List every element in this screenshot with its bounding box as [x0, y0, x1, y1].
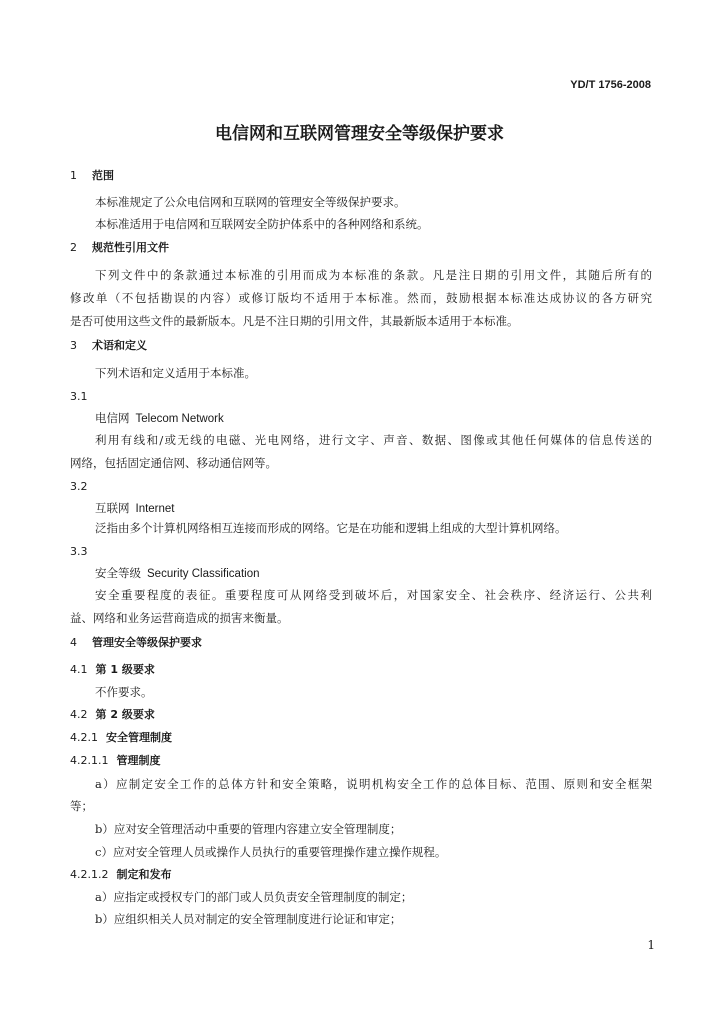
subsection-4-2 [70, 708, 155, 722]
term-name [95, 566, 259, 581]
subsection-title: 制定和发布 [116, 868, 172, 881]
subsection-title: 管理制度 [116, 754, 161, 767]
list-item: a）应制定安全工作的总体方针和安全策略，说明机构安全工作的总体目标、范围、原则和安全框架 [95, 777, 652, 791]
paragraph: 下列术语和定义适用于本标准。 [95, 366, 256, 380]
paragraph: 本标准适用于电信网和互联网安全防护体系中的各种网络和系统。 [95, 217, 429, 231]
definition-line: 泛指由多个计算机网络相互连接而形成的网络。它是在功能和逻辑上组成的大型计算机网络。 [95, 521, 567, 535]
paragraph-line: 修改单（不包括勘误的内容）或修订版均不适用于本标准。然而，鼓励根据本标准达成协议的各方研究 [70, 291, 652, 305]
section-4-heading [70, 636, 202, 650]
page-number: 1 [647, 938, 655, 952]
section-title: 规范性引用文件 [92, 241, 169, 254]
paragraph: 不作要求。 [95, 685, 153, 699]
list-item: b）应对安全管理活动中重要的管理内容建立安全管理制度； [95, 822, 402, 836]
definition-line: 益、网络和业务运营商造成的损害来衡量。 [70, 611, 289, 625]
subsection-4-2-1-2 [70, 868, 171, 882]
section-number: 1 [70, 169, 77, 182]
term-cn: 电信网 [95, 411, 130, 425]
term-number: 3.1 [70, 390, 88, 403]
list-item: c）应对安全管理人员或操作人员执行的重要管理操作建立操作规程。 [95, 845, 447, 859]
section-title: 管理安全等级保护要求 [92, 636, 202, 649]
section-2-heading [70, 241, 169, 255]
term-cn: 互联网 [95, 501, 130, 515]
term-name [95, 501, 175, 516]
section-3-heading [70, 339, 147, 353]
subsection-4-2-1 [70, 731, 172, 745]
paragraph-line: 下列文件中的条款通过本标准的引用而成为本标准的条款。凡是注日期的引用文件，其随后所有的 [95, 268, 652, 282]
section-1-heading [70, 169, 114, 183]
section-title: 范围 [92, 169, 114, 182]
list-item-continuation: 等； [70, 799, 93, 813]
document-title: 电信网和互联网管理安全等级保护要求 [215, 124, 504, 144]
section-number: 3 [70, 339, 77, 352]
subsection-number: 4.2.1.1 [70, 754, 109, 767]
subsection-title: 第 2 级要求 [95, 708, 155, 721]
term-number: 3.3 [70, 545, 88, 558]
subsection-number: 4.2 [70, 708, 88, 721]
list-item: a）应指定或授权专门的部门或人员负责安全管理制度的制定； [95, 890, 413, 904]
standard-number: YD/T 1756-2008 [570, 79, 651, 91]
section-number: 4 [70, 636, 77, 649]
subsection-4-2-1-1 [70, 754, 160, 768]
paragraph-line: 是否可使用这些文件的最新版本。凡是不注日期的引用文件，其最新版本适用于本标准。 [70, 314, 519, 328]
subsection-number: 4.1 [70, 663, 88, 676]
term-en: Telecom Network [135, 413, 224, 425]
subsection-4-1 [70, 663, 155, 677]
subsection-title: 第 1 级要求 [95, 663, 155, 676]
definition-line: 网络，包括固定通信网、移动通信网等。 [70, 456, 277, 470]
term-name [95, 411, 224, 426]
definition-line: 利用有线和/或无线的电磁、光电网络，进行文字、声音、数据、图像或其他任何媒体的信息传送的 [95, 433, 652, 447]
list-item: b）应组织相关人员对制定的安全管理制度进行论证和审定； [95, 912, 402, 926]
paragraph: 本标准规定了公众电信网和互联网的管理安全等级保护要求。 [95, 195, 406, 209]
subsection-number: 4.2.1.2 [70, 868, 109, 881]
subsection-title: 安全管理制度 [106, 731, 172, 744]
term-en: Internet [135, 503, 175, 515]
section-title: 术语和定义 [92, 339, 147, 352]
definition-line: 安全重要程度的表征。重要程度可从网络受到破坏后，对国家安全、社会秩序、经济运行、公共利 [95, 588, 652, 602]
term-cn: 安全等级 [95, 566, 141, 580]
term-en: Security Classification [147, 568, 260, 580]
section-number: 2 [70, 241, 77, 254]
subsection-number: 4.2.1 [70, 731, 98, 744]
term-number: 3.2 [70, 480, 88, 493]
